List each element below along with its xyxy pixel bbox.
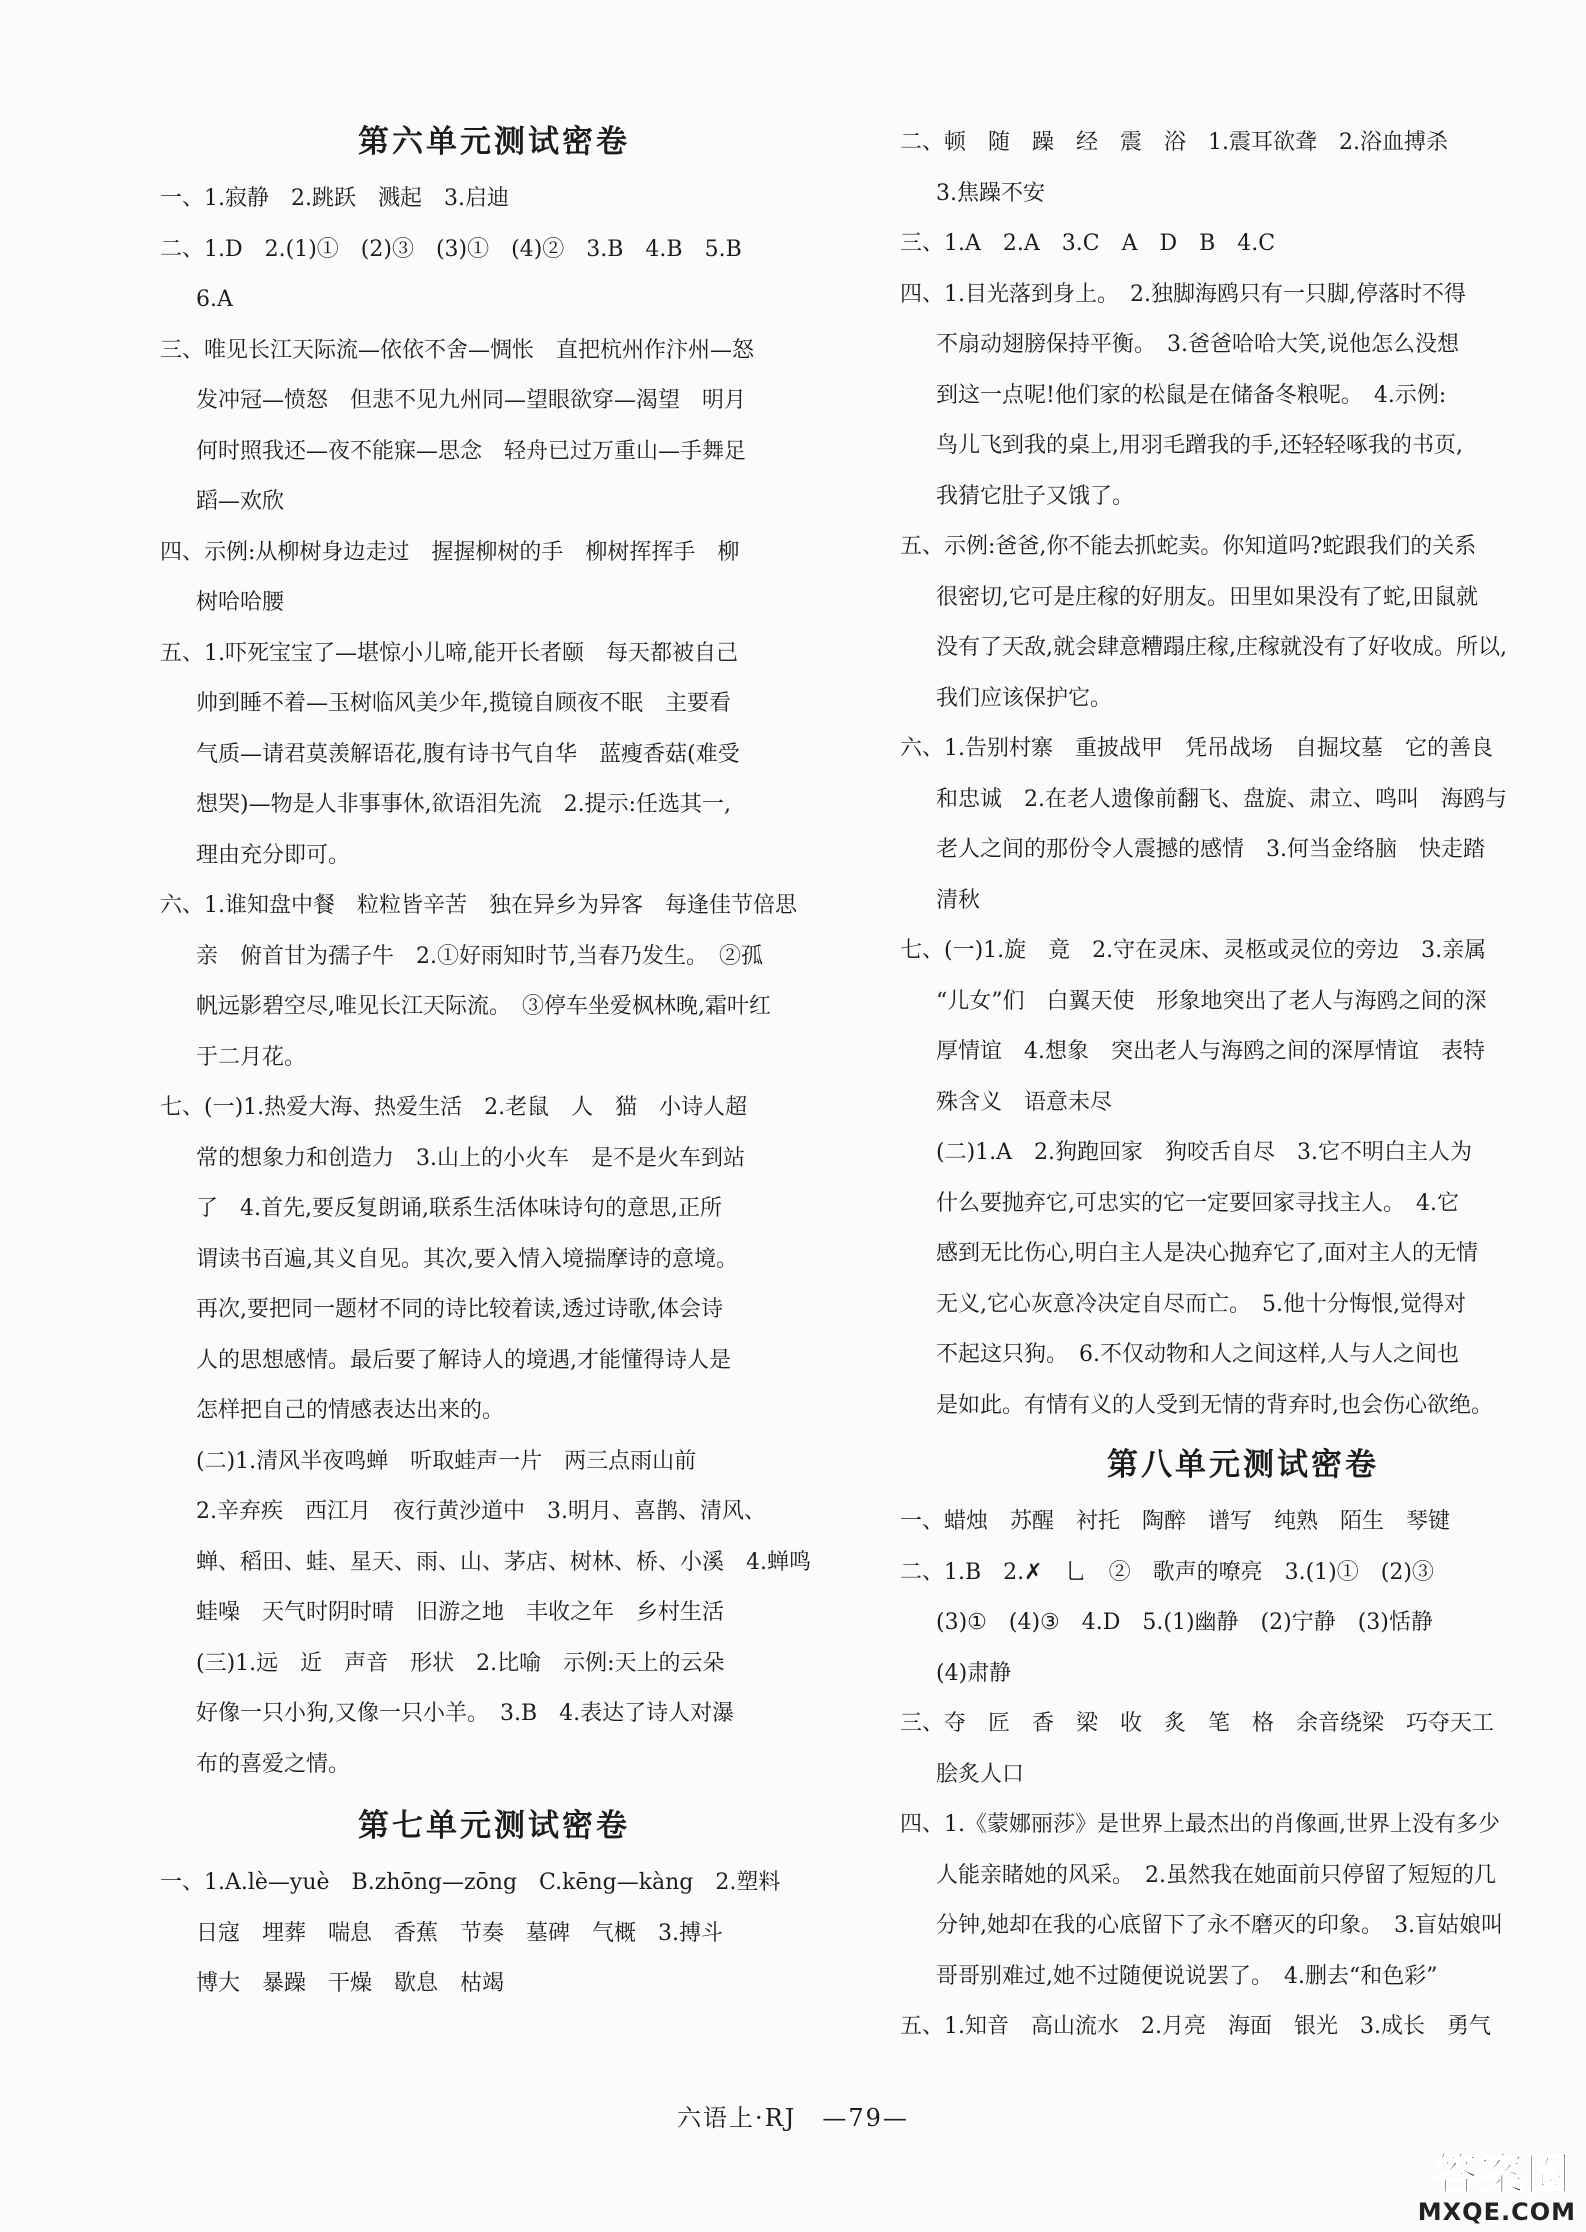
answer-line: 谓读书百遍,其义自见。其次,要入情入境揣摩诗的意境。 [196, 1246, 738, 1272]
answer-line: 三、夺 匠 香 梁 收 炙 笔 格 余音绕梁 巧夺天工 [900, 1711, 1495, 1736]
answer-line: 二、1.B 2.✗ 乚 ② 歌声的嘹亮 3.(1)① (2)③ [900, 1559, 1434, 1585]
answer-line: 发冲冠—愤怒 但悲不见九州同—望眼欲穿—渴望 明月 [196, 388, 747, 413]
answer-line: 什么要抛弃它,可忠实的它一定要回家寻找主人。 4.它 [936, 1190, 1459, 1216]
answer-line: 五、1.知音 高山流水 2.月亮 海面 银光 3.成长 勇气 [900, 2014, 1491, 2039]
answer-line: 一、1.A.lè—yuè B.zhōng—zōng C.kēng—kàng 2.塑料 [160, 1870, 781, 1895]
answer-line: 我猜它肚子又饿了。 [936, 483, 1135, 509]
answer-line: 蛙噪 天气时阴时晴 旧游之地 丰收之年 乡村生活 [196, 1600, 725, 1625]
answer-line: 是如此。有情有义的人受到无情的背弃时,也会伤心欲绝。 [936, 1392, 1493, 1418]
answer-line: 亲 俯首甘为孺子牛 2.①好雨知时节,当春乃发生。 ②孤 [196, 943, 763, 969]
watermark-logo [1390, 2138, 1580, 2226]
answer-line: 再次,要把同一题材不同的诗比较着读,透过诗歌,体会诗 [196, 1297, 723, 1322]
answer-line: 鸟儿飞到我的桌上,用羽毛蹭我的手,还轻轻啄我的书页, [936, 433, 1463, 458]
answer-line: 6.A [196, 287, 233, 312]
answer-line: 我们应该保护它。 [936, 685, 1113, 711]
answer-line: 人的思想感情。最后要了解诗人的境遇,才能懂得诗人是 [196, 1347, 731, 1373]
answer-line: 七、(一)1.热爱大海、热爱生活 2.老鼠 人 猫 小诗人超 [160, 1095, 748, 1120]
answer-line: (3)① (4)③ 4.D 5.(1)幽静 (2)宁静 (3)恬静 [936, 1610, 1433, 1635]
answer-line: 五、1.吓死宝宝了—堪惊小儿啼,能开长者颐 每天都被自己 [160, 640, 738, 666]
answer-line: 六、1.谁知盘中餐 粒粒皆辛苦 独在异乡为异客 每逢佳节倍思 [160, 893, 797, 918]
answer-line: 殊含义 语意未尽 [936, 1089, 1113, 1115]
answer-line: 七、(一)1.旋 竟 2.守在灵床、灵柩或灵位的旁边 3.亲属 [900, 938, 1487, 963]
answer-line: 三、唯见长江天际流—依依不舍—惆怅 直把杭州作汴州—怒 [160, 337, 755, 363]
answer-line: 感到无比伤心,明白主人是决心抛弃它了,面对主人的无情 [936, 1241, 1478, 1266]
answer-line: 没有了天敌,就会肆意糟蹋庄稼,庄稼就没有了好收成。所以, [936, 635, 1507, 660]
answer-line: 树哈哈腰 [196, 590, 285, 615]
answer-line: (二)1.清风半夜鸣蝉 听取蛙声一片 两三点雨山前 [196, 1448, 697, 1474]
answer-line: 何时照我还—夜不能寐—思念 轻舟已过万重山—手舞足 [196, 438, 747, 464]
answer-line: 一、1.寂静 2.跳跃 溅起 3.启迪 [160, 186, 509, 211]
answer-line: 蝉、稻田、蛙、星天、雨、山、茅店、树林、桥、小溪 4.蝉鸣 [196, 1549, 811, 1575]
answer-line: (4)肃静 [936, 1660, 1012, 1686]
answer-line: 3.焦躁不安 [936, 180, 1045, 206]
answer-line: 三、1.A 2.A 3.C A D B 4.C [900, 231, 1276, 256]
unit6-title: 第六单元测试密卷 [358, 124, 630, 160]
answer-line: 一、蜡烛 苏醒 衬托 陶醉 谱写 纯熟 陌生 琴键 [900, 1509, 1451, 1534]
answer-line: 到这一点呢!他们家的松鼠是在储备冬粮呢。 4.示例: [936, 382, 1447, 408]
answer-line: 和忠诚 2.在老人遗像前翻飞、盘旋、肃立、鸣叫 海鸥与 [936, 786, 1507, 812]
answer-line: 气质—请君莫羡解语花,腹有诗书气自华 蓝瘦香菇(难受 [196, 741, 740, 767]
answer-line: 人能亲睹她的风采。 2.虽然我在她面前只停留了短短的几 [936, 1862, 1496, 1888]
answer-line: 哥哥别难过,她不过随便说说罢了。 4.删去“和色彩” [936, 1963, 1438, 1989]
left-column [160, 110, 828, 2010]
answer-line: 脍炙人口 [936, 1761, 1025, 1787]
answer-line: 六、1.告别村寨 重披战甲 凭吊战场 自掘坟墓 它的善良 [900, 736, 1493, 761]
page-footer: 六语上·RJ —79— [677, 2104, 909, 2132]
answer-line: 了 4.首先,要反复朗诵,联系生活体味诗句的意思,正所 [196, 1196, 722, 1221]
answer-line: 蹈—欢欣 [196, 489, 285, 514]
answer-line: 怎样把自己的情感表达出来的。 [196, 1398, 505, 1423]
answer-line: (三)1.远 近 声音 形状 2.比喻 示例:天上的云朵 [196, 1650, 725, 1676]
unit6-answers [160, 174, 828, 1790]
answer-line: 帆远影碧空尽,唯见长江天际流。 ③停车坐爱枫林晚,霜叶红 [196, 994, 771, 1019]
answer-line: 博大 暴躁 干燥 歇息 枯竭 [196, 1971, 505, 1996]
answer-line: 四、1.目光落到身上。 2.独脚海鸥只有一只脚,停落时不得 [900, 281, 1466, 307]
unit7-title: 第七单元测试密卷 [358, 1808, 630, 1844]
answer-line: 帅到睡不着—玉树临风美少年,揽镜自顾夜不眠 主要看 [196, 691, 731, 716]
unit7-answers [160, 1858, 828, 2010]
answer-line: 2.辛弃疾 西江月 夜行黄沙道中 3.明月、喜鹊、清风、 [196, 1499, 766, 1524]
answer-line: 很密切,它可是庄稼的好朋友。田里如果没有了蛇,田鼠就 [936, 584, 1478, 610]
answer-line: 无义,它心灰意冷决定自尽而亡。 5.他十分悔恨,觉得对 [936, 1291, 1466, 1317]
answer-line: 不扇动翅膀保持平衡。 3.爸爸哈哈大笑,说他怎么没想 [936, 332, 1459, 357]
answer-line: 想哭)—物是人非事事休,欲语泪先流 2.提示:任选其一, [196, 792, 731, 817]
watermark-top-text: 答案圈 [1434, 2149, 1572, 2200]
answer-line: 常的想象力和创造力 3.山上的小火车 是不是火车到站 [196, 1145, 745, 1171]
right-column [900, 118, 1586, 2053]
answer-line: 二、1.D 2.(1)① (2)③ (3)① (4)② 3.B 4.B 5.B [160, 236, 742, 262]
answer-line: 好像一只小狗,又像一只小羊。 3.B 4.表达了诗人对瀑 [196, 1701, 735, 1726]
answer-line: 日寇 埋葬 喘息 香蕉 节奏 墓碑 气概 3.搏斗 [196, 1920, 723, 1946]
answer-line: “儿女”们 白翼天使 形象地突出了老人与海鸥之间的深 [936, 988, 1487, 1014]
answer-line: 布的喜爱之情。 [196, 1751, 351, 1777]
answer-line: 五、示例:爸爸,你不能去抓蛇卖。你知道吗?蛇跟我们的关系 [900, 534, 1477, 559]
unit7-answers-continued [900, 118, 1586, 1431]
answer-line: 四、示例:从柳树身边走过 握握柳树的手 柳树挥挥手 柳 [160, 539, 740, 565]
answer-line: (二)1.A 2.狗跑回家 狗咬舌自尽 3.它不明白主人为 [936, 1140, 1473, 1165]
answer-line: 分钟,她却在我的心底留下了永不磨灭的印象。 3.盲姑娘叫 [936, 1913, 1503, 1938]
answer-line: 于二月花。 [196, 1044, 307, 1070]
unit8-answers [900, 1497, 1586, 2053]
answer-line: 厚情谊 4.想象 突出老人与海鸥之间的深厚情谊 表特 [936, 1039, 1485, 1064]
answer-line: 老人之间的那份令人震撼的感情 3.何当金络脑 快走踏 [936, 837, 1485, 862]
unit8-title: 第八单元测试密卷 [1107, 1447, 1379, 1483]
answer-line: 二、顿 随 躁 经 震 浴 1.震耳欲聋 2.浴血搏杀 [900, 130, 1448, 155]
answer-line: 四、1.《蒙娜丽莎》是世界上最杰出的肖像画,世界上没有多少 [900, 1812, 1500, 1837]
watermark-bottom-text: MXQE.COM [1417, 2198, 1576, 2226]
answer-line: 理由充分即可。 [196, 842, 351, 868]
answer-line: 不起这只狗。 6.不仅动物和人之间这样,人与人之间也 [936, 1342, 1459, 1367]
answer-line: 清秋 [936, 887, 981, 913]
